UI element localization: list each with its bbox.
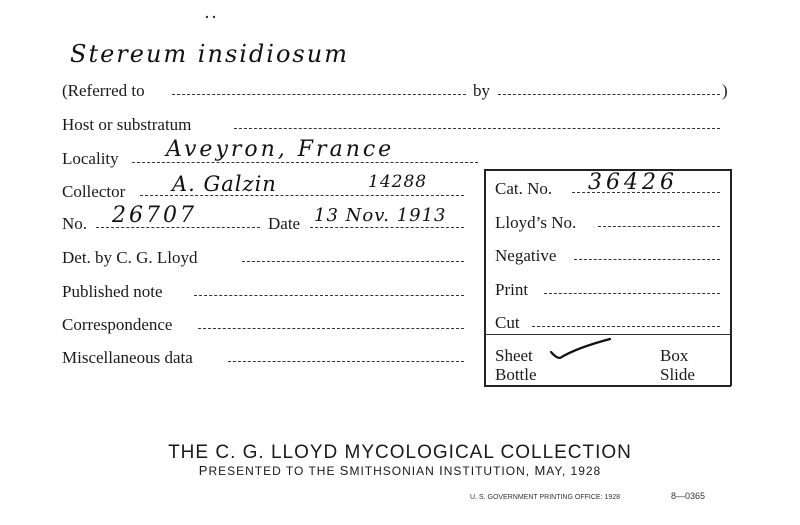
box-separator bbox=[485, 334, 730, 335]
misc-label: Miscellaneous data bbox=[62, 348, 193, 367]
box-label: Box bbox=[660, 346, 689, 365]
cat-no-value: 36426 bbox=[588, 170, 678, 195]
box-right bbox=[730, 169, 732, 386]
collector-value: A. Galzin bbox=[172, 172, 277, 196]
collection-title: THE C. G. LLOYD MYCOLOGICAL COLLECTION bbox=[168, 442, 632, 463]
negative-label: Negative bbox=[495, 246, 557, 265]
referred-to-line bbox=[172, 94, 466, 95]
locality-line bbox=[132, 162, 478, 163]
cat-no-label: Cat. No. bbox=[495, 179, 553, 198]
slide-label: Slide bbox=[660, 365, 695, 384]
subtitle-initial-m: M bbox=[534, 463, 547, 478]
sheet-label: Sheet bbox=[495, 346, 533, 365]
subtitle-text-2: MITHSONIAN bbox=[349, 464, 440, 478]
form-number: 8—0365 bbox=[671, 491, 706, 501]
subtitle-initial-p: P bbox=[198, 463, 209, 478]
published-line bbox=[194, 295, 464, 296]
subtitle-initial-i: I bbox=[439, 463, 444, 478]
correspondence-line bbox=[198, 328, 464, 329]
box-left bbox=[484, 169, 486, 386]
lloyds-no-label: Lloyd’s No. bbox=[495, 213, 577, 232]
misc-line bbox=[228, 361, 464, 362]
checkmark-icon bbox=[548, 336, 614, 362]
subtitle-text-1: RESENTED TO THE bbox=[208, 464, 340, 478]
print-line bbox=[544, 293, 720, 294]
collection-subtitle bbox=[0, 464, 800, 477]
box-bottom bbox=[484, 385, 731, 387]
date-value: 13 Nov. 1913 bbox=[314, 205, 447, 226]
host-label: Host or substratum bbox=[62, 115, 192, 134]
host-line bbox=[234, 128, 720, 129]
negative-line bbox=[574, 259, 720, 260]
subtitle-text-4: AY, 1928 bbox=[546, 464, 602, 478]
locality-label: Locality bbox=[62, 149, 119, 168]
print-label: Print bbox=[495, 280, 529, 299]
det-line bbox=[242, 261, 464, 262]
by-label: by bbox=[473, 81, 490, 100]
no-label: No. bbox=[62, 214, 88, 233]
published-label: Published note bbox=[62, 282, 163, 301]
close-paren: ) bbox=[722, 81, 728, 100]
cut-label: Cut bbox=[495, 313, 520, 332]
printing-office-note: U. S. GOVERNMENT PRINTING OFFICE: 1928 bbox=[470, 494, 621, 501]
locality-value: Aveyron, France bbox=[166, 137, 395, 162]
collector-number: 14288 bbox=[368, 172, 428, 192]
ink-speck bbox=[204, 14, 218, 20]
by-line bbox=[498, 94, 720, 95]
no-value: 26707 bbox=[112, 203, 197, 228]
bottle-label: Bottle bbox=[495, 365, 537, 384]
species-name: Stereum insidiosum bbox=[70, 40, 349, 68]
correspondence-label: Correspondence bbox=[62, 315, 173, 334]
cut-line bbox=[532, 326, 720, 327]
det-label: Det. by C. G. Lloyd bbox=[62, 248, 198, 267]
date-line bbox=[310, 227, 464, 228]
lloyds-no-line bbox=[598, 226, 720, 227]
subtitle-text-3: NSTITUTION, bbox=[443, 464, 535, 478]
date-label: Date bbox=[268, 214, 301, 233]
collector-label: Collector bbox=[62, 182, 126, 201]
referred-to-label: (Referred to bbox=[62, 81, 145, 100]
subtitle-initial-s: S bbox=[339, 463, 350, 478]
